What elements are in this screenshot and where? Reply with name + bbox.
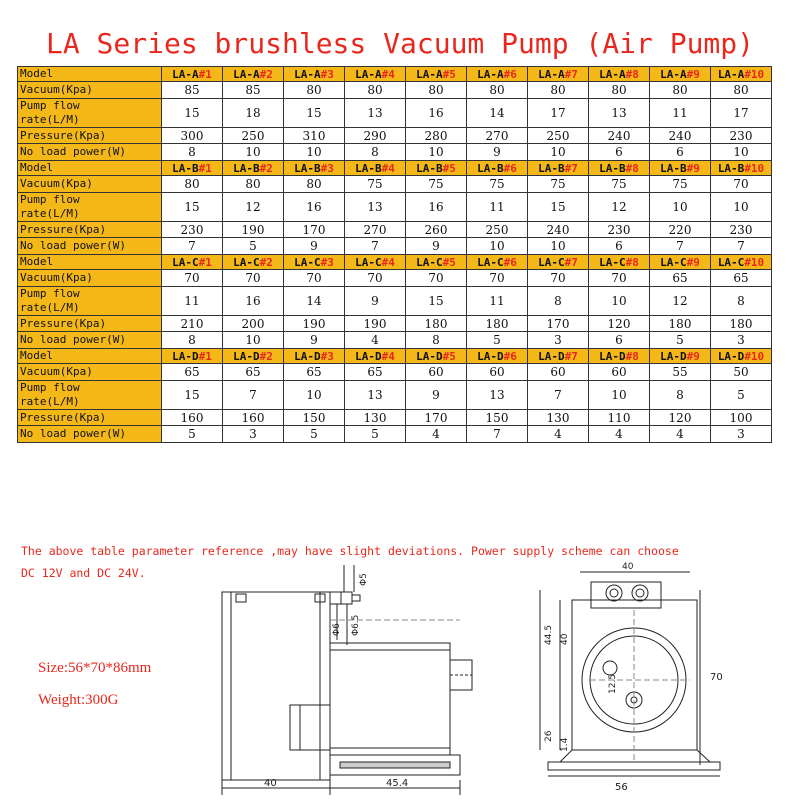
model-prefix: LA-B <box>717 161 745 175</box>
value-cell-flow: 17 <box>711 99 772 128</box>
value-cell-flow: 10 <box>711 193 772 222</box>
value-cell-vacuum: 75 <box>345 176 406 193</box>
dim-26: 26 <box>544 730 554 742</box>
row-label-flow-line1: Pump flow <box>20 381 80 394</box>
value-cell-flow: 8 <box>528 287 589 316</box>
value-cell-flow: 10 <box>650 193 711 222</box>
value-cell-power: 3 <box>528 332 589 349</box>
value-cell-flow: 16 <box>406 193 467 222</box>
value-cell-pressure: 230 <box>711 128 772 144</box>
value-cell-power: 4 <box>406 426 467 443</box>
dim-phi6: Φ6 <box>332 623 342 636</box>
row-label-model: Model <box>18 161 162 176</box>
model-number: #9 <box>686 349 700 363</box>
model-number: #5 <box>442 67 456 81</box>
model-prefix: LA-C <box>717 255 745 269</box>
value-cell-flow: 11 <box>162 287 223 316</box>
value-cell-power: 9 <box>284 238 345 255</box>
model-prefix: LA-C <box>172 255 199 269</box>
model-prefix: LA-D <box>355 349 382 363</box>
value-cell-flow: 7 <box>528 381 589 410</box>
row-label-flow-line1: Pump flow <box>20 287 80 300</box>
row-label-vacuum: Vacuum(Kpa) <box>18 270 162 287</box>
value-cell-power: 9 <box>284 332 345 349</box>
value-cell-power: 10 <box>223 332 284 349</box>
value-cell-vacuum: 60 <box>589 364 650 381</box>
model-prefix: LA-B <box>416 161 443 175</box>
model-prefix: LA-B <box>599 161 626 175</box>
value-cell-pressure: 190 <box>345 316 406 332</box>
row-label-flow-line1: Pump flow <box>20 193 80 206</box>
row-label-flow-line2: rate(L/M) <box>20 395 80 408</box>
model-prefix: LA-A <box>599 67 626 81</box>
value-cell-power: 3 <box>711 426 772 443</box>
value-cell-flow: 17 <box>528 99 589 128</box>
value-cell-pressure: 190 <box>284 316 345 332</box>
value-cell-vacuum: 65 <box>650 270 711 287</box>
value-cell-vacuum: 60 <box>406 364 467 381</box>
value-cell-flow: 16 <box>284 193 345 222</box>
dim-44-5: 44.5 <box>544 624 554 645</box>
model-prefix: LA-C <box>660 255 687 269</box>
value-cell-vacuum: 70 <box>528 270 589 287</box>
dim-40-top: 40 <box>622 562 634 572</box>
value-cell-pressure: 100 <box>711 410 772 426</box>
model-number: #3 <box>320 161 334 175</box>
value-cell-vacuum: 80 <box>589 82 650 99</box>
value-cell-flow: 13 <box>345 99 406 128</box>
model-number: #4 <box>381 67 395 81</box>
value-cell-vacuum: 80 <box>467 82 528 99</box>
value-cell-power: 8 <box>345 144 406 161</box>
model-number: #10 <box>744 255 765 269</box>
value-cell-vacuum: 70 <box>406 270 467 287</box>
side-view-drawing <box>222 565 472 795</box>
value-cell-power: 4 <box>345 332 406 349</box>
value-cell-pressure: 180 <box>406 316 467 332</box>
value-cell-vacuum: 70 <box>589 270 650 287</box>
value-cell-flow: 8 <box>711 287 772 316</box>
model-number: #1 <box>198 161 212 175</box>
value-cell-vacuum: 70 <box>223 270 284 287</box>
value-cell-pressure: 180 <box>650 316 711 332</box>
model-prefix: LA-D <box>233 349 260 363</box>
row-label-flow-line1: Pump flow <box>20 99 80 112</box>
value-cell-pressure: 290 <box>345 128 406 144</box>
value-cell-vacuum: 80 <box>284 176 345 193</box>
value-cell-pressure: 270 <box>345 222 406 238</box>
value-cell-flow: 15 <box>528 193 589 222</box>
model-number: #2 <box>259 255 273 269</box>
value-cell-power: 6 <box>589 144 650 161</box>
model-prefix: LA-D <box>172 349 199 363</box>
model-prefix: LA-A <box>294 67 321 81</box>
model-number: #6 <box>503 161 517 175</box>
model-prefix: LA-D <box>538 349 565 363</box>
model-prefix: LA-C <box>477 255 504 269</box>
value-cell-flow: 13 <box>345 381 406 410</box>
value-cell-vacuum: 60 <box>467 364 528 381</box>
model-prefix: LA-C <box>294 255 321 269</box>
value-cell-power: 5 <box>345 426 406 443</box>
model-prefix: LA-A <box>355 67 382 81</box>
value-cell-vacuum: 65 <box>711 270 772 287</box>
model-number: #6 <box>503 67 517 81</box>
dim-1-4: 1.4 <box>560 737 570 752</box>
model-number: #10 <box>744 349 765 363</box>
value-cell-pressure: 200 <box>223 316 284 332</box>
value-cell-power: 3 <box>711 332 772 349</box>
value-cell-flow: 15 <box>162 99 223 128</box>
value-cell-pressure: 160 <box>223 410 284 426</box>
value-cell-flow: 11 <box>467 193 528 222</box>
value-cell-pressure: 230 <box>589 222 650 238</box>
model-prefix: LA-A <box>416 67 443 81</box>
model-number: #6 <box>503 255 517 269</box>
value-cell-vacuum: 80 <box>406 82 467 99</box>
model-number: #1 <box>198 349 212 363</box>
dim-phi6-5: Φ6.5 <box>351 614 361 636</box>
row-label-model: Model <box>18 255 162 270</box>
value-cell-power: 4 <box>589 426 650 443</box>
value-cell-flow: 10 <box>589 381 650 410</box>
row-label-vacuum: Vacuum(Kpa) <box>18 364 162 381</box>
model-number: #9 <box>686 255 700 269</box>
value-cell-power: 10 <box>284 144 345 161</box>
value-cell-pressure: 110 <box>589 410 650 426</box>
model-number: #1 <box>198 67 212 81</box>
model-prefix: LA-B <box>538 161 565 175</box>
value-cell-pressure: 250 <box>528 128 589 144</box>
value-cell-flow: 10 <box>589 287 650 316</box>
model-prefix: LA-A <box>660 67 687 81</box>
value-cell-power: 6 <box>650 144 711 161</box>
value-cell-vacuum: 65 <box>162 364 223 381</box>
model-prefix: LA-C <box>599 255 626 269</box>
value-cell-flow: 11 <box>650 99 711 128</box>
row-label-flow-line2: rate(L/M) <box>20 301 80 314</box>
model-prefix: LA-B <box>294 161 321 175</box>
row-label-vacuum: Vacuum(Kpa) <box>18 176 162 193</box>
value-cell-power: 9 <box>406 238 467 255</box>
dim-70: 70 <box>710 672 723 683</box>
weight-label: Weight:300G <box>38 692 119 708</box>
model-number: #7 <box>564 255 578 269</box>
model-number: #3 <box>320 349 334 363</box>
value-cell-flow: 7 <box>223 381 284 410</box>
value-cell-vacuum: 75 <box>406 176 467 193</box>
row-label-power: No load power(W) <box>18 144 162 161</box>
size-label: Size:56*70*86mm <box>38 660 152 676</box>
value-cell-pressure: 130 <box>528 410 589 426</box>
value-cell-pressure: 150 <box>467 410 528 426</box>
value-cell-pressure: 260 <box>406 222 467 238</box>
model-prefix: LA-B <box>172 161 199 175</box>
model-number: #8 <box>625 161 639 175</box>
model-prefix: LA-B <box>355 161 382 175</box>
model-prefix: LA-D <box>599 349 626 363</box>
row-label-pressure: Pressure(Kpa) <box>18 410 162 426</box>
value-cell-power: 10 <box>223 144 284 161</box>
value-cell-flow: 13 <box>589 99 650 128</box>
model-prefix: LA-A <box>717 67 745 81</box>
value-cell-power: 8 <box>162 144 223 161</box>
model-number: #9 <box>686 67 700 81</box>
value-cell-vacuum: 85 <box>223 82 284 99</box>
value-cell-vacuum: 80 <box>162 176 223 193</box>
row-label-pressure: Pressure(Kpa) <box>18 222 162 238</box>
dim-12-5: 12.5 <box>608 673 618 694</box>
row-label-model: Model <box>18 67 162 82</box>
dim-phi5: Φ5 <box>359 573 369 586</box>
value-cell-pressure: 310 <box>284 128 345 144</box>
model-number: #5 <box>442 255 456 269</box>
model-prefix: LA-A <box>172 67 199 81</box>
value-cell-pressure: 230 <box>162 222 223 238</box>
model-prefix: LA-C <box>233 255 260 269</box>
value-cell-power: 3 <box>223 426 284 443</box>
value-cell-flow: 10 <box>284 381 345 410</box>
model-number: #10 <box>744 161 765 175</box>
model-number: #8 <box>625 67 639 81</box>
value-cell-vacuum: 70 <box>467 270 528 287</box>
value-cell-vacuum: 50 <box>711 364 772 381</box>
value-cell-pressure: 240 <box>589 128 650 144</box>
value-cell-flow: 15 <box>162 381 223 410</box>
value-cell-vacuum: 80 <box>650 82 711 99</box>
value-cell-power: 4 <box>528 426 589 443</box>
row-label-flow-line2: rate(L/M) <box>20 113 80 126</box>
model-number: #2 <box>259 161 273 175</box>
value-cell-vacuum: 70 <box>284 270 345 287</box>
value-cell-flow: 5 <box>711 381 772 410</box>
value-cell-pressure: 230 <box>711 222 772 238</box>
row-label-vacuum: Vacuum(Kpa) <box>18 82 162 99</box>
value-cell-flow: 12 <box>650 287 711 316</box>
dim-40-side: 40 <box>264 778 277 789</box>
value-cell-pressure: 210 <box>162 316 223 332</box>
model-number: #4 <box>381 349 395 363</box>
model-number: #5 <box>442 161 456 175</box>
model-prefix: LA-D <box>416 349 443 363</box>
value-cell-flow: 13 <box>345 193 406 222</box>
value-cell-pressure: 160 <box>162 410 223 426</box>
note-line-1: The above table parameter reference ,may have slight deviations. Power supply scheme can choose <box>21 544 679 558</box>
row-label-pressure: Pressure(Kpa) <box>18 316 162 332</box>
value-cell-power: 4 <box>650 426 711 443</box>
value-cell-power: 5 <box>284 426 345 443</box>
value-cell-power: 10 <box>711 144 772 161</box>
dim-45-4: 45.4 <box>386 778 409 789</box>
value-cell-flow: 12 <box>589 193 650 222</box>
model-number: #10 <box>744 67 765 81</box>
model-number: #6 <box>503 349 517 363</box>
value-cell-vacuum: 80 <box>528 82 589 99</box>
value-cell-power: 5 <box>223 238 284 255</box>
model-number: #4 <box>381 255 395 269</box>
model-prefix: LA-C <box>538 255 565 269</box>
value-cell-vacuum: 75 <box>650 176 711 193</box>
model-prefix: LA-D <box>477 349 504 363</box>
value-cell-vacuum: 80 <box>284 82 345 99</box>
value-cell-pressure: 120 <box>650 410 711 426</box>
value-cell-vacuum: 75 <box>589 176 650 193</box>
value-cell-flow: 12 <box>223 193 284 222</box>
value-cell-pressure: 250 <box>223 128 284 144</box>
row-label-pressure: Pressure(Kpa) <box>18 128 162 144</box>
dim-40-vert: 40 <box>560 633 570 645</box>
value-cell-power: 7 <box>711 238 772 255</box>
value-cell-power: 10 <box>528 144 589 161</box>
value-cell-pressure: 180 <box>467 316 528 332</box>
value-cell-flow: 15 <box>406 287 467 316</box>
value-cell-power: 6 <box>589 238 650 255</box>
value-cell-vacuum: 85 <box>162 82 223 99</box>
value-cell-pressure: 280 <box>406 128 467 144</box>
value-cell-vacuum: 65 <box>223 364 284 381</box>
model-number: #7 <box>564 67 578 81</box>
value-cell-pressure: 170 <box>406 410 467 426</box>
model-prefix: LA-D <box>660 349 687 363</box>
value-cell-vacuum: 60 <box>528 364 589 381</box>
model-number: #3 <box>320 255 334 269</box>
model-number: #4 <box>381 161 395 175</box>
value-cell-pressure: 240 <box>650 128 711 144</box>
model-prefix: LA-B <box>477 161 504 175</box>
row-label-power: No load power(W) <box>18 426 162 443</box>
value-cell-power: 10 <box>406 144 467 161</box>
note-line-2: DC 12V and DC 24V. <box>21 566 146 580</box>
value-cell-pressure: 250 <box>467 222 528 238</box>
row-label-power: No load power(W) <box>18 332 162 349</box>
value-cell-vacuum: 55 <box>650 364 711 381</box>
row-label-flow-line2: rate(L/M) <box>20 207 80 220</box>
value-cell-power: 6 <box>589 332 650 349</box>
model-number: #7 <box>564 349 578 363</box>
value-cell-vacuum: 70 <box>711 176 772 193</box>
value-cell-flow: 14 <box>467 99 528 128</box>
model-prefix: LA-C <box>355 255 382 269</box>
model-prefix: LA-B <box>660 161 687 175</box>
value-cell-flow: 14 <box>284 287 345 316</box>
value-cell-pressure: 240 <box>528 222 589 238</box>
model-prefix: LA-C <box>416 255 443 269</box>
value-cell-vacuum: 80 <box>711 82 772 99</box>
value-cell-power: 5 <box>162 426 223 443</box>
value-cell-vacuum: 75 <box>528 176 589 193</box>
value-cell-power: 7 <box>467 426 528 443</box>
model-number: #9 <box>686 161 700 175</box>
value-cell-vacuum: 80 <box>345 82 406 99</box>
value-cell-pressure: 170 <box>284 222 345 238</box>
model-number: #3 <box>320 67 334 81</box>
value-cell-pressure: 130 <box>345 410 406 426</box>
model-number: #2 <box>259 349 273 363</box>
value-cell-vacuum: 65 <box>345 364 406 381</box>
value-cell-power: 7 <box>345 238 406 255</box>
value-cell-power: 7 <box>650 238 711 255</box>
model-number: #5 <box>442 349 456 363</box>
value-cell-vacuum: 80 <box>223 176 284 193</box>
value-cell-flow: 11 <box>467 287 528 316</box>
value-cell-pressure: 170 <box>528 316 589 332</box>
row-label-power: No load power(W) <box>18 238 162 255</box>
value-cell-flow: 18 <box>223 99 284 128</box>
value-cell-power: 5 <box>650 332 711 349</box>
model-prefix: LA-D <box>717 349 745 363</box>
value-cell-flow: 9 <box>406 381 467 410</box>
value-cell-power: 10 <box>528 238 589 255</box>
value-cell-flow: 16 <box>223 287 284 316</box>
model-prefix: LA-A <box>477 67 504 81</box>
value-cell-vacuum: 75 <box>467 176 528 193</box>
value-cell-flow: 15 <box>284 99 345 128</box>
model-number: #2 <box>259 67 273 81</box>
value-cell-pressure: 220 <box>650 222 711 238</box>
value-cell-pressure: 120 <box>589 316 650 332</box>
model-prefix: LA-D <box>294 349 321 363</box>
value-cell-pressure: 150 <box>284 410 345 426</box>
value-cell-vacuum: 65 <box>284 364 345 381</box>
model-number: #8 <box>625 349 639 363</box>
value-cell-flow: 9 <box>345 287 406 316</box>
value-cell-flow: 15 <box>162 193 223 222</box>
value-cell-power: 9 <box>467 144 528 161</box>
model-prefix: LA-A <box>538 67 565 81</box>
value-cell-power: 5 <box>467 332 528 349</box>
value-cell-flow: 13 <box>467 381 528 410</box>
value-cell-vacuum: 70 <box>345 270 406 287</box>
value-cell-vacuum: 70 <box>162 270 223 287</box>
value-cell-power: 7 <box>162 238 223 255</box>
model-number: #8 <box>625 255 639 269</box>
value-cell-pressure: 270 <box>467 128 528 144</box>
model-prefix: LA-B <box>233 161 260 175</box>
page-title: LA Series brushless Vacuum Pump (Air Pump) <box>45 27 754 60</box>
model-prefix: LA-A <box>233 67 260 81</box>
value-cell-pressure: 180 <box>711 316 772 332</box>
dim-56: 56 <box>615 782 628 793</box>
model-number: #7 <box>564 161 578 175</box>
row-label-model: Model <box>18 349 162 364</box>
value-cell-pressure: 300 <box>162 128 223 144</box>
value-cell-pressure: 190 <box>223 222 284 238</box>
value-cell-flow: 16 <box>406 99 467 128</box>
value-cell-flow: 8 <box>650 381 711 410</box>
value-cell-power: 8 <box>162 332 223 349</box>
model-number: #1 <box>198 255 212 269</box>
value-cell-power: 8 <box>406 332 467 349</box>
value-cell-power: 10 <box>467 238 528 255</box>
